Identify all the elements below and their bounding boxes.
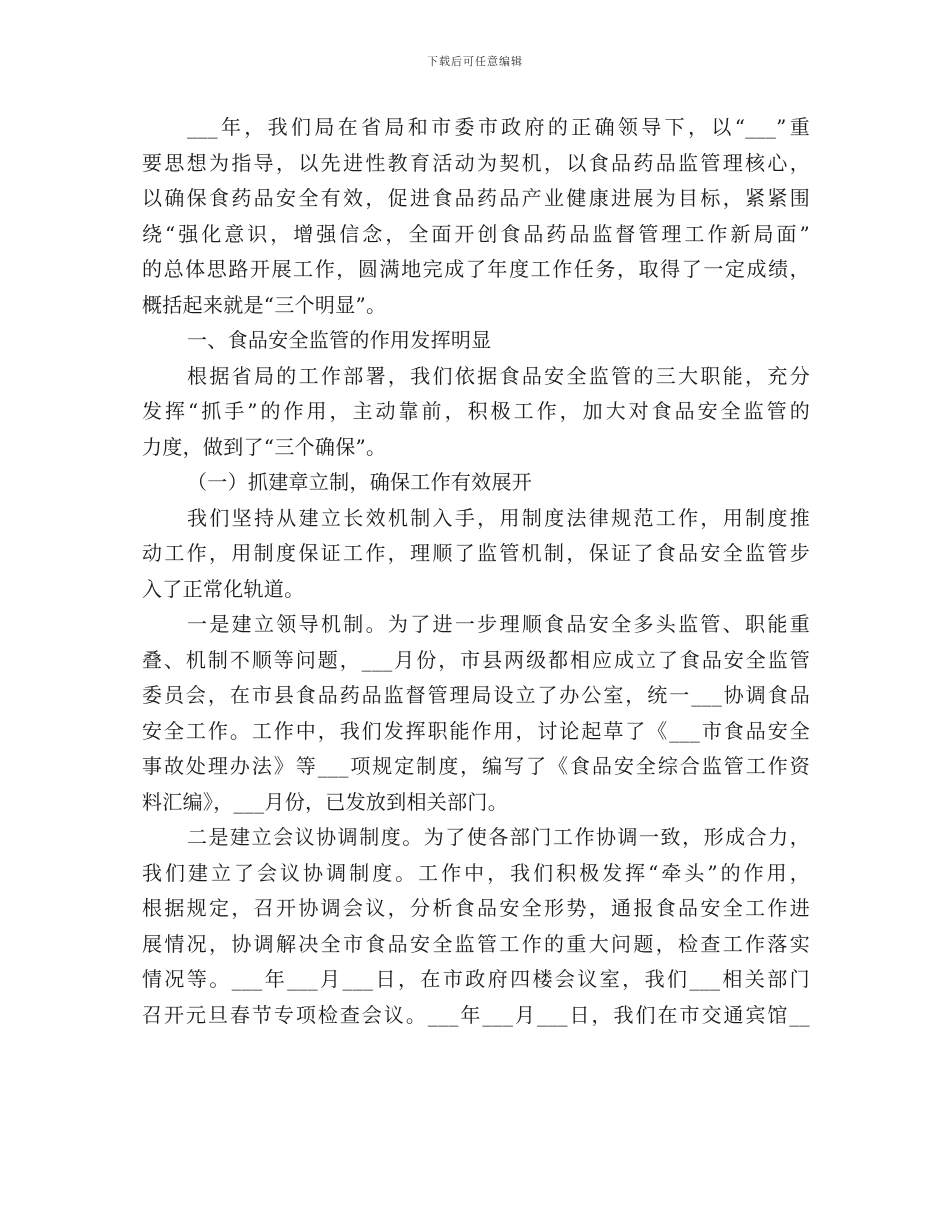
text-line: 展情况，协调解决全市食品安全监管工作的重大问题，检查工作落实 bbox=[142, 931, 810, 956]
text-line: 一是建立领导机制。为了进一步理顺食品安全多头监管、职能重 bbox=[187, 612, 810, 636]
text-line: 要思想为指导，以先进性教育活动为契机，以食品药品监管理核心， bbox=[142, 150, 810, 175]
text-line: 动工作，用制度保证工作，理顺了监管机制，保证了食品安全监管步 bbox=[142, 541, 810, 565]
section-heading: 一、食品安全监管的作用发挥明显 bbox=[187, 328, 492, 352]
text-line: 力度，做到了“三个确保”。 bbox=[142, 434, 387, 459]
text-line: 我们建立了会议协调制度。工作中，我们积极发挥“牵头”的作用， bbox=[142, 860, 810, 885]
text-line: 二是建立会议协调制度。为了使各部门工作协调一致，形成合力， bbox=[187, 825, 810, 849]
text-line: 我们坚持从建立长效机制入手，用制度法律规范工作，用制度推 bbox=[187, 505, 810, 530]
subsection-heading: （一）抓建章立制，确保工作有效展开 bbox=[187, 470, 533, 494]
text-line: 事故处理办法》等___项规定制度，编写了《食品安全综合监管工作资 bbox=[142, 754, 810, 778]
text-line: 根据规定，召开协调会议，分析食品安全形势，通报食品安全工作进 bbox=[142, 896, 810, 920]
text-line: ___年，我们局在省局和市委市政府的正确领导下，以“___”重 bbox=[187, 115, 810, 139]
page-header: 下载后可任意编辑 bbox=[427, 55, 523, 68]
text-line: 叠、机制不顺等问题，___月份，市县两级都相应成立了食品安全监管 bbox=[142, 647, 810, 672]
text-line: 发挥“抓手”的作用，主动靠前，积极工作，加大对食品安全监管的 bbox=[142, 399, 810, 423]
document-body bbox=[142, 110, 810, 1033]
text-line: 根据省局的工作部署，我们依据食品安全监管的三大职能，充分 bbox=[187, 363, 810, 388]
text-line: 概括起来就是“三个明显”。 bbox=[142, 292, 387, 317]
text-line: 绕“强化意识，增强信念，全面开创食品药品监督管理工作新局面” bbox=[142, 221, 810, 246]
text-line: 料汇编》，___月份，已发放到相关部门。 bbox=[142, 789, 508, 814]
text-line: 以确保食药品安全有效，促进食品药品产业健康进展为目标，紧紧围 bbox=[142, 186, 810, 210]
text-line: 的总体思路开展工作，圆满地完成了年度工作任务，取得了一定成绩， bbox=[142, 257, 810, 281]
text-line: 召开元旦春节专项检查会议。___年___月___日，我们在市交通宾馆__ bbox=[142, 1002, 810, 1027]
text-line: 安全工作。工作中，我们发挥职能作用，讨论起草了《___市食品安全 bbox=[142, 718, 810, 743]
text-line: 入了正常化轨道。 bbox=[142, 576, 305, 601]
text-line: 情况等。___年___月___日，在市政府四楼会议室，我们___相关部门 bbox=[142, 967, 810, 991]
text-line: 委员会，在市县食品药品监督管理局设立了办公室，统一___协调食品 bbox=[142, 683, 810, 707]
